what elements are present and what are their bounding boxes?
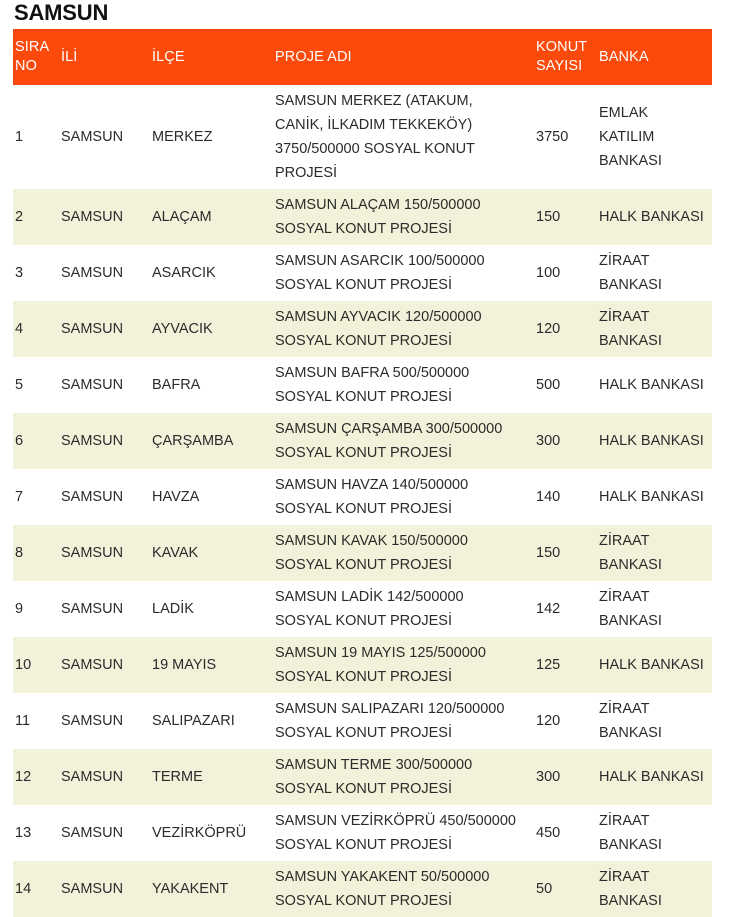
cell-sira-no: 1	[15, 129, 24, 145]
cell-konut-sayisi: 120	[536, 321, 561, 337]
cell-sira-no: 13	[15, 825, 32, 841]
cell-ilce: VEZİRKÖPRÜ	[152, 825, 247, 841]
cell-konut-sayisi: 300	[536, 769, 561, 785]
cell-ilce: TERME	[152, 769, 203, 785]
table-row	[13, 805, 712, 861]
cell-ilce: BAFRA	[152, 377, 201, 393]
cell-ilce: LADİK	[152, 601, 194, 617]
table-row	[13, 245, 712, 301]
table-row	[13, 189, 712, 245]
cell-konut-sayisi: 100	[536, 265, 561, 281]
cell-proje-adi: SAMSUN SALIPAZARI 120/500000 SOSYAL KONUT PROJESİ	[275, 701, 505, 741]
column-header-konut-sayisi: KONUT SAYISI	[530, 29, 596, 85]
table-row	[13, 861, 712, 917]
cell-sira-no: 7	[15, 489, 24, 505]
cell-ili: SAMSUN	[61, 129, 124, 145]
cell-proje-adi: SAMSUN ASARCIK 100/500000 SOSYAL KONUT PROJESİ	[275, 253, 485, 293]
cell-proje-adi: SAMSUN KAVAK 150/500000 SOSYAL KONUT PROJESİ	[275, 533, 468, 573]
cell-sira-no: 14	[15, 881, 32, 897]
cell-sira-no: 10	[15, 657, 32, 673]
cell-sira-no: 8	[15, 545, 24, 561]
cell-ilce: ÇARŞAMBA	[152, 433, 234, 449]
cell-ilce: 19 MAYIS	[152, 657, 217, 673]
table-row	[13, 413, 712, 469]
cell-konut-sayisi: 300	[536, 433, 561, 449]
cell-proje-adi: SAMSUN TERME 300/500000 SOSYAL KONUT PROJESİ	[275, 757, 473, 797]
cell-ili: SAMSUN	[61, 545, 124, 561]
cell-konut-sayisi: 125	[536, 657, 561, 673]
cell-ili: SAMSUN	[61, 881, 124, 897]
cell-ilce: ASARCIK	[152, 265, 216, 281]
column-header-proje-adi: PROJE ADI	[270, 29, 530, 85]
cell-banka: ZİRAAT BANKASI	[599, 253, 662, 293]
column-header-sira-no: SIRA NO	[13, 29, 58, 85]
table-row	[13, 85, 712, 189]
table-row	[13, 581, 712, 637]
cell-konut-sayisi: 150	[536, 209, 561, 225]
table-body	[13, 85, 712, 917]
cell-proje-adi: SAMSUN YAKAKENT 50/500000 SOSYAL KONUT PROJESİ	[275, 869, 490, 909]
cell-sira-no: 4	[15, 321, 24, 337]
cell-ilce: SALIPAZARI	[152, 713, 235, 729]
cell-ili: SAMSUN	[61, 769, 124, 785]
cell-banka: ZİRAAT BANKASI	[599, 533, 662, 573]
cell-banka: ZİRAAT BANKASI	[599, 701, 662, 741]
cell-ili: SAMSUN	[61, 601, 124, 617]
cell-ilce: AYVACIK	[152, 321, 213, 337]
cell-ili: SAMSUN	[61, 657, 124, 673]
cell-konut-sayisi: 120	[536, 713, 561, 729]
cell-ili: SAMSUN	[61, 209, 124, 225]
cell-banka: ZİRAAT BANKASI	[599, 589, 662, 629]
table-row	[13, 749, 712, 805]
cell-konut-sayisi: 450	[536, 825, 561, 841]
cell-banka: EMLAK KATILIM BANKASI	[599, 105, 662, 169]
cell-ilce: KAVAK	[152, 545, 199, 561]
cell-konut-sayisi: 142	[536, 601, 561, 617]
table-header-row	[13, 29, 712, 85]
cell-ilce: HAVZA	[152, 489, 200, 505]
cell-sira-no: 3	[15, 265, 24, 281]
table-row	[13, 525, 712, 581]
cell-sira-no: 6	[15, 433, 24, 449]
cell-ili: SAMSUN	[61, 321, 124, 337]
cell-banka: HALK BANKASI	[599, 209, 704, 225]
cell-banka: ZİRAAT BANKASI	[599, 309, 662, 349]
cell-konut-sayisi: 150	[536, 545, 561, 561]
cell-banka: HALK BANKASI	[599, 377, 704, 393]
cell-banka: ZİRAAT BANKASI	[599, 869, 662, 909]
cell-konut-sayisi: 140	[536, 489, 561, 505]
table-row	[13, 469, 712, 525]
table-header	[13, 29, 712, 85]
cell-sira-no: 11	[15, 713, 31, 729]
cell-proje-adi: SAMSUN LADİK 142/500000 SOSYAL KONUT PROJESİ	[275, 589, 464, 629]
cell-banka: HALK BANKASI	[599, 769, 704, 785]
table-row	[13, 637, 712, 693]
cell-proje-adi: SAMSUN 19 MAYIS 125/500000 SOSYAL KONUT PROJESİ	[275, 645, 486, 685]
cell-ilce: ALAÇAM	[152, 209, 212, 225]
cell-sira-no: 12	[15, 769, 32, 785]
cell-konut-sayisi: 50	[536, 881, 553, 897]
cell-ili: SAMSUN	[61, 489, 124, 505]
cell-ili: SAMSUN	[61, 433, 124, 449]
cell-proje-adi: SAMSUN VEZİRKÖPRÜ 450/500000 SOSYAL KONUT PROJESİ	[275, 813, 516, 853]
cell-ilce: YAKAKENT	[152, 881, 229, 897]
cell-ilce: MERKEZ	[152, 129, 213, 145]
cell-ili: SAMSUN	[61, 713, 124, 729]
column-header-ilce: İLÇE	[151, 29, 270, 85]
cell-banka: HALK BANKASI	[599, 433, 704, 449]
cell-ili: SAMSUN	[61, 825, 124, 841]
cell-ili: SAMSUN	[61, 377, 124, 393]
cell-banka: ZİRAAT BANKASI	[599, 813, 662, 853]
cell-proje-adi: SAMSUN ÇARŞAMBA 300/500000 SOSYAL KONUT PROJESİ	[275, 421, 503, 461]
page-title: SAMSUN	[14, 0, 109, 25]
cell-sira-no: 9	[15, 601, 24, 617]
table-row	[13, 693, 712, 749]
cell-banka: HALK BANKASI	[599, 657, 704, 673]
cell-proje-adi: SAMSUN ALAÇAM 150/500000 SOSYAL KONUT PROJESİ	[275, 197, 481, 237]
housing-projects-table	[13, 29, 712, 917]
cell-proje-adi: SAMSUN BAFRA 500/500000 SOSYAL KONUT PROJESİ	[275, 365, 470, 405]
table-row	[13, 301, 712, 357]
cell-proje-adi: SAMSUN HAVZA 140/500000 SOSYAL KONUT PROJESİ	[275, 477, 469, 517]
cell-ili: SAMSUN	[61, 265, 124, 281]
cell-proje-adi: SAMSUN AYVACIK 120/500000 SOSYAL KONUT PROJESİ	[275, 309, 482, 349]
cell-konut-sayisi: 500	[536, 377, 561, 393]
cell-sira-no: 2	[15, 209, 24, 225]
cell-konut-sayisi: 3750	[536, 129, 569, 145]
cell-proje-adi: SAMSUN MERKEZ (ATAKUM, CANİK, İLKADIM TEKKEKÖY) 3750/500000 SOSYAL KONUT PROJESİ	[275, 93, 475, 181]
column-header-ili: İLİ	[58, 29, 151, 85]
cell-sira-no: 5	[15, 377, 24, 393]
column-header-banka: BANKA	[596, 29, 712, 85]
cell-banka: HALK BANKASI	[599, 489, 704, 505]
table-row	[13, 357, 712, 413]
